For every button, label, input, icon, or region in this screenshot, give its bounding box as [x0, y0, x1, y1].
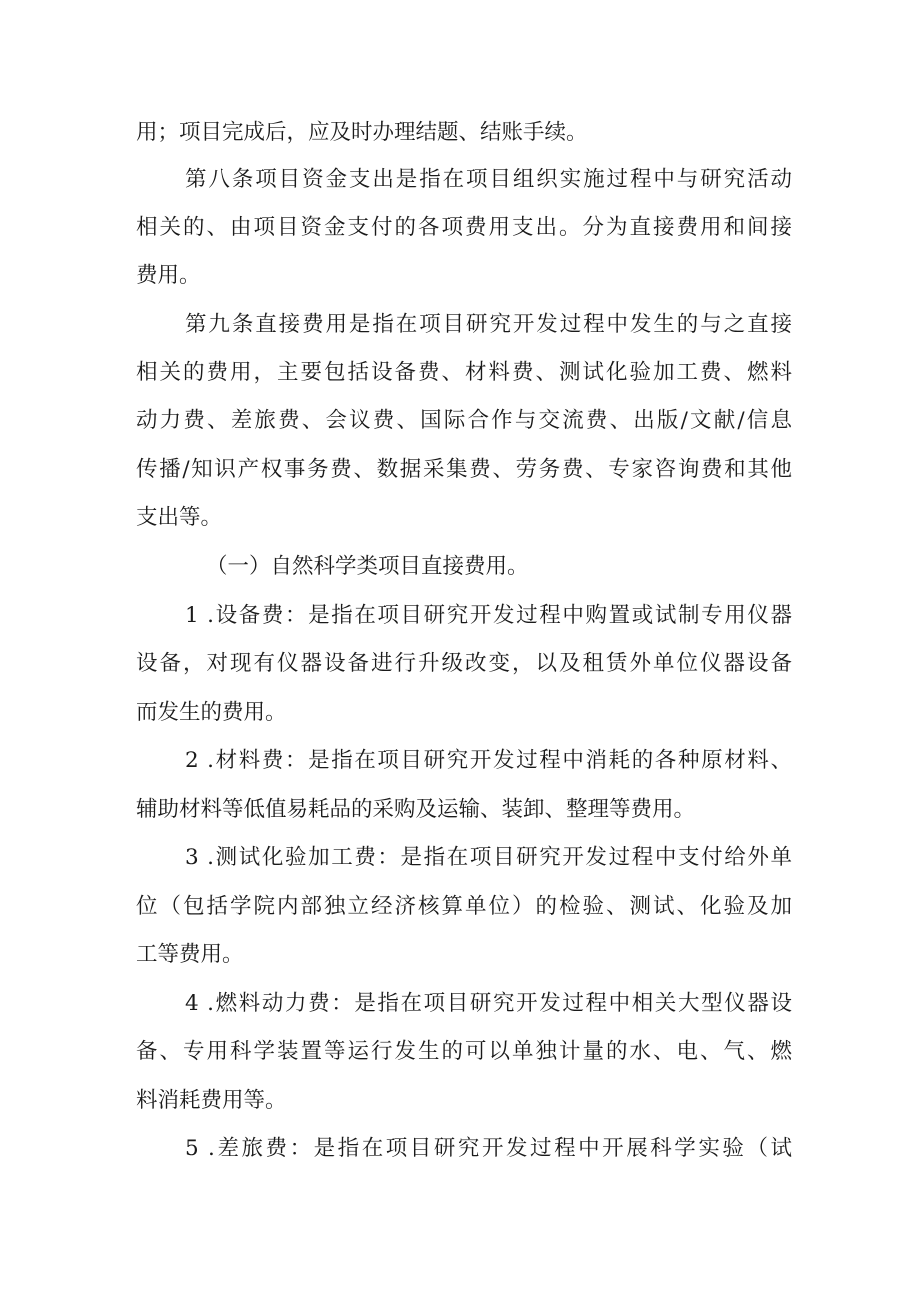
text-line: 用；项目完成后，应及时办理结题、结账手续。 [136, 120, 588, 145]
text-line: 1 .设备费：是指在项目研究开发过程中购置或试制专用仪器 [185, 603, 792, 628]
text-line: 3 .测试化验加工费：是指在项目研究开发过程中支付给外单 [185, 845, 792, 870]
text-line: 位（包括学院内部独立经济核算单位）的检验、测试、化验及加 [136, 894, 792, 919]
text-line: 料消耗费用等。 [136, 1088, 287, 1113]
text-line: 费用。 [136, 263, 201, 288]
text-line: 传播/知识产权事务费、数据采集费、劳务费、专家咨询费和其他 [136, 457, 792, 482]
text-line: 相关的、由项目资金支付的各项费用支出。分为直接费用和间接 [136, 215, 792, 240]
text-line: 第九条直接费用是指在项目研究开发过程中发生的与之直接 [185, 312, 792, 337]
text-line: 支出等。 [136, 505, 223, 530]
text-line: 备、专用科学装置等运行发生的可以单独计量的水、电、气、燃 [136, 1039, 792, 1064]
text-line: 工等费用。 [136, 942, 244, 967]
text-line: 4 .燃料动力费：是指在项目研究开发过程中相关大型仪器设 [185, 991, 792, 1016]
text-line: 第八条项目资金支出是指在项目组织实施过程中与研究活动 [185, 167, 792, 192]
section-heading: （一）自然科学类项目直接费用。 [206, 554, 529, 579]
text-line: 2 .材料费：是指在项目研究开发过程中消耗的各种原材料、 [185, 748, 792, 773]
text-line: 设备，对现有仪器设备进行升级改变，以及租赁外单位仪器设备 [136, 651, 792, 676]
text-line: 相关的费用，主要包括设备费、材料费、测试化验加工费、燃料 [136, 360, 792, 385]
text-line: 5 .差旅费：是指在项目研究开发过程中开展科学实验（试 [185, 1136, 792, 1161]
text-line: 辅助材料等低值易耗品的采购及运输、装卸、整理等费用。 [136, 797, 696, 822]
text-line: 而发生的费用。 [136, 700, 287, 725]
text-line: 动力费、差旅费、会议费、国际合作与交流费、出版/文献/信息 [136, 408, 792, 433]
